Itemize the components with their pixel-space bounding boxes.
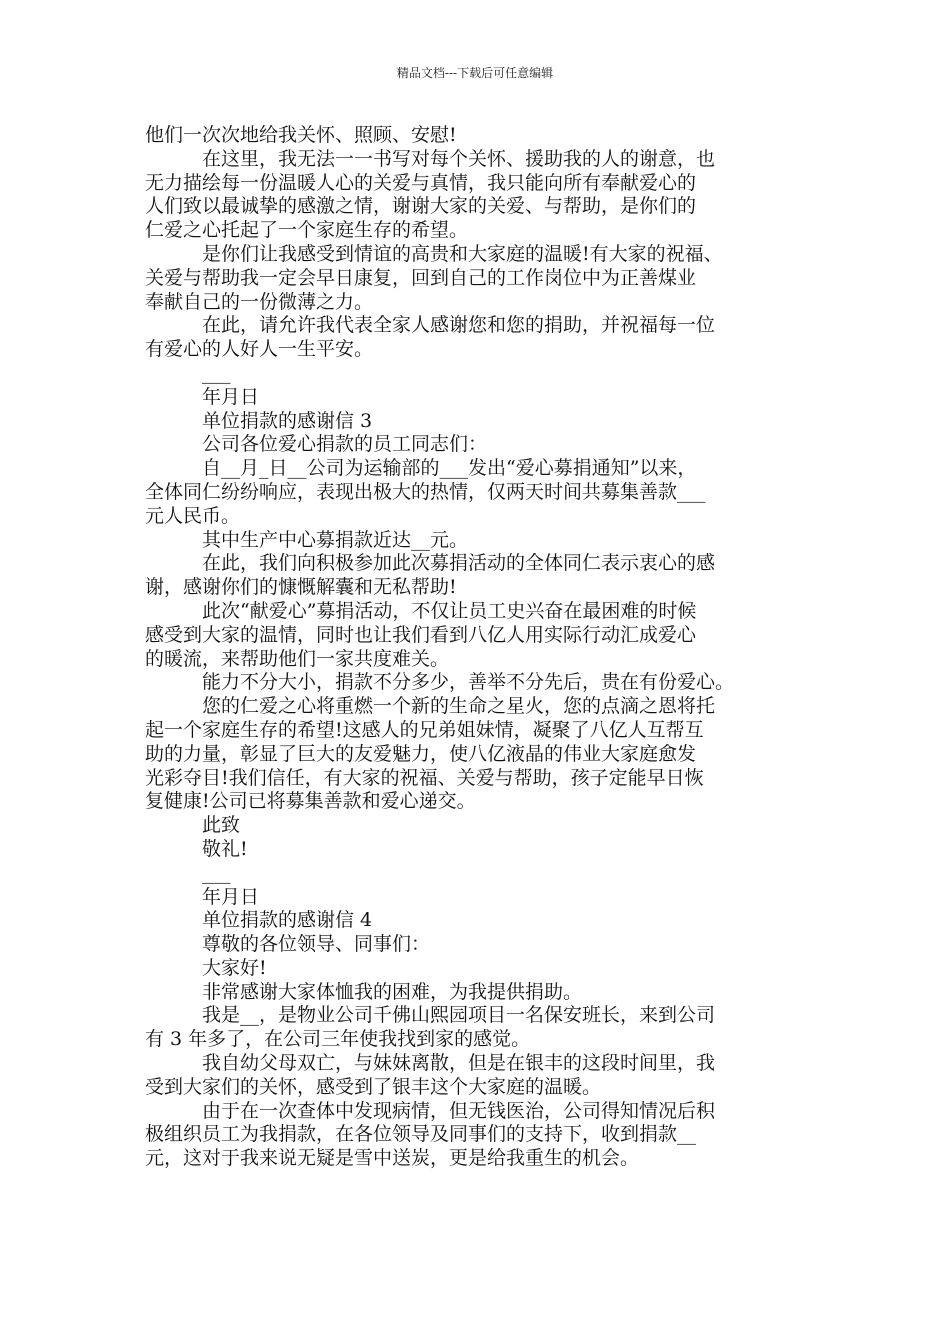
text-line: 非常感谢大家体恤我的困难，为我提供捐助。 [202,980,583,1003]
text-line: 是你们让我感受到情谊的高贵和大家庭的温暖!有大家的祝福、 [202,242,723,265]
text-line: 年月日 [202,385,260,408]
document-body [145,124,810,1171]
text-line: 单位捐款的感谢信 3 [202,409,373,432]
text-line: 公司各位爱心捐款的员工同志们： [202,433,488,456]
text-line: 有 3 年多了，在公司三年使我找到家的感觉。 [145,1028,531,1051]
text-line: 在此，请允许我代表全家人感谢您和您的捐助，并祝福每一位 [202,314,716,337]
text-line: 感受到大家的温情，同时也让我们看到八亿人用实际行动汇成爱心 [145,623,697,646]
text-line: 在这里，我无法一一书写对每个关怀、援助我的人的谢意，也 [202,147,716,170]
text-line: 的暖流，来帮助他们一家共度难关。 [145,647,450,670]
text-line: 能力不分大小，捐款不分多少，善举不分先后，贵在有份爱心。 [202,671,735,694]
text-line: 大家好! [202,956,267,979]
text-line: 我是__，是物业公司千佛山熙园项目一名保安班长，来到公司 [202,1004,716,1027]
text-line: 他们一次次地给我关怀、照顾、安慰! [145,124,457,146]
text-line: 助的力量，彰显了巨大的友爱魅力，使八亿液晶的伟业大家庭愈发 [145,742,697,765]
page-header: 精品文档---下载后可任意编辑 [396,66,554,80]
text-line: 极组织员工为我捐款，在各位领导及同事们的支持下，收到捐款__ [145,1123,697,1146]
text-line: ___ [202,861,231,884]
text-line: 其中生产中心募捐款近达__元。 [202,528,469,551]
text-line: 受到大家们的关怀，感受到了银丰这个大家庭的温暖。 [145,1075,602,1098]
text-line: 关爱与帮助我一定会早日康复，回到自己的工作岗位中为正善煤业 [145,266,697,289]
text-line: 由于在一次查体中发现病情，但无钱医治，公司得知情况后积 [202,1099,716,1122]
text-line: 在此，我们向积极参加此次募捐活动的全体同仁表示衷心的感 [202,552,716,575]
text-line: 此次“献爱心”募捐活动，不仅让员工史兴奋在最困难的时候 [202,599,697,622]
text-line: 此致 [202,814,241,837]
text-line: 您的仁爱之心将重燃一个新的生命之星火，您的点滴之恩将托 [202,695,716,718]
text-line: 仁爱之心托起了一个家庭生存的希望。 [145,219,469,242]
text-line: ___ [202,361,231,384]
text-line: 无力描绘每一份温暖人心的关爱与真情，我只能向所有奉献爱心的 [145,171,697,194]
text-line: 自__月_日__公司为运输部的___发出“爱心募捐通知”以来， [202,457,697,480]
text-line: 人们致以最诚挚的感激之情，谢谢大家的关爱、与帮助，是你们的 [145,195,697,218]
text-line: 尊敬的各位领导、同事们： [202,933,431,956]
text-line: 有爱心的人好人一生平安。 [145,338,374,361]
text-line: 起一个家庭生存的希望!这感人的兄弟姐妹情，凝聚了八亿人互帮互 [145,718,704,741]
text-line: 元，这对于我来说无疑是雪中送炭，更是给我重生的机会。 [145,1147,640,1170]
text-line: 年月日 [202,885,260,908]
text-line: 敬礼! [202,837,248,860]
text-line: 我自幼父母双亡，与妹妹离散，但是在银丰的这段时间里，我 [202,1052,716,1075]
text-line: 谢，感谢你们的慷慨解囊和无私帮助! [145,576,457,599]
text-line: 单位捐款的感谢信 4 [202,909,373,932]
text-line: 复健康!公司已将募集善款和爱心递交。 [145,790,476,813]
text-line: 全体同仁纷纷响应，表现出极大的热情，仅两天时间共募集善款___ [145,480,706,503]
text-line: 元人民币。 [145,504,241,527]
text-line: 奉献自己的一份微薄之力。 [145,290,374,313]
text-line: 光彩夺目!我们信任，有大家的祝福、关爱与帮助，孩子定能早日恢 [145,766,704,789]
